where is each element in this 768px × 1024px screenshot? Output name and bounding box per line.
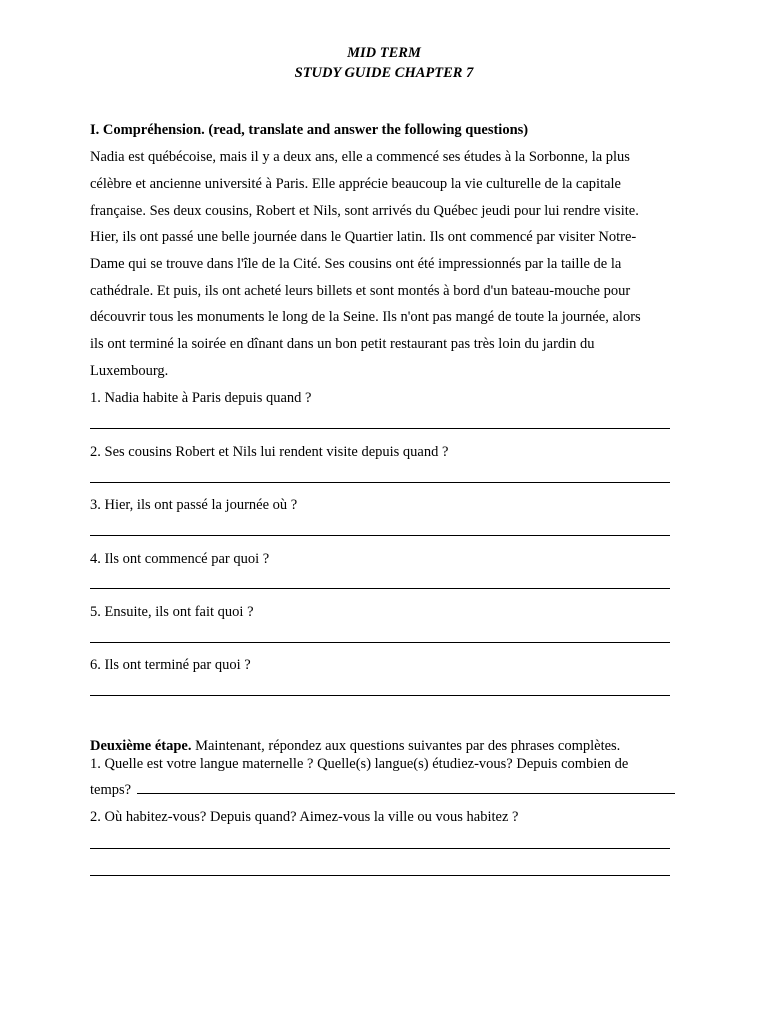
- passage-line: Dame qui se trouve dans l'île de la Cité. Ses cousins ont été impressionnés par la taille de la: [90, 256, 622, 272]
- passage-line: Nadia est québécoise, mais il y a deux ans, elle a commencé ses études à la Sorbonne, la plus: [90, 149, 630, 165]
- passage-line: ils ont terminé la soirée en dînant dans un bon petit restaurant pas très loin du jardin du: [90, 336, 595, 352]
- title-line-1: MID TERM: [347, 45, 421, 61]
- section2-question-1: 1. Quelle est votre langue maternelle ? Quelle(s) langue(s) étudiez-vous? Depuis combien de: [90, 756, 629, 772]
- passage-line: découvrir tous les monuments le long de la Seine. Ils n'ont pas mangé de toute la journée, alors: [90, 309, 641, 325]
- section2-heading-text: Maintenant, répondez aux questions suivantes par des phrases complètes.: [191, 738, 621, 754]
- passage-line: Luxembourg.: [90, 363, 169, 379]
- passage-line: célèbre et ancienne université à Paris. Elle apprécie beaucoup la vie culturelle de la capitale: [90, 176, 621, 192]
- passage-line: française. Ses deux cousins, Robert et Nils, sont arrivés du Québec jeudi pour lui rendre visite.: [90, 203, 639, 219]
- section1-heading: I. Compréhension. (read, translate and answer the following questions): [90, 122, 529, 138]
- passage-line: cathédrale. Et puis, ils ont acheté leurs billets et sont montés à bord d'un bateau-mouche pour: [90, 283, 631, 299]
- question-5: 5. Ensuite, ils ont fait quoi ?: [90, 604, 254, 620]
- question-6: 6. Ils ont terminé par quoi ?: [90, 657, 251, 673]
- section2-heading: [90, 737, 620, 755]
- section2-question-2: 2. Où habitez-vous? Depuis quand? Aimez-vous la ville ou vous habitez ?: [90, 809, 519, 825]
- answer-line[interactable]: [90, 535, 670, 536]
- answer-line[interactable]: [90, 588, 670, 589]
- passage-line: Hier, ils ont passé une belle journée dans le Quartier latin. Ils ont commencé par visiter Notre-: [90, 229, 637, 245]
- question-4: 4. Ils ont commencé par quoi ?: [90, 551, 270, 567]
- section2-question-1-end: temps?: [90, 782, 132, 798]
- answer-line[interactable]: [137, 793, 675, 794]
- question-3: 3. Hier, ils ont passé la journée où ?: [90, 497, 298, 513]
- answer-line[interactable]: [90, 642, 670, 643]
- answer-line[interactable]: [90, 695, 670, 696]
- question-1: 1. Nadia habite à Paris depuis quand ?: [90, 390, 312, 406]
- answer-line[interactable]: [90, 848, 670, 849]
- section2-question-1-cont: [90, 781, 675, 799]
- section2-heading-bold: Deuxième étape.: [90, 738, 192, 754]
- answer-line[interactable]: [90, 482, 670, 483]
- answer-line[interactable]: [90, 428, 670, 429]
- answer-line[interactable]: [90, 875, 670, 876]
- question-2: 2. Ses cousins Robert et Nils lui rendent visite depuis quand ?: [90, 444, 449, 460]
- title-line-2: STUDY GUIDE CHAPTER 7: [294, 65, 474, 81]
